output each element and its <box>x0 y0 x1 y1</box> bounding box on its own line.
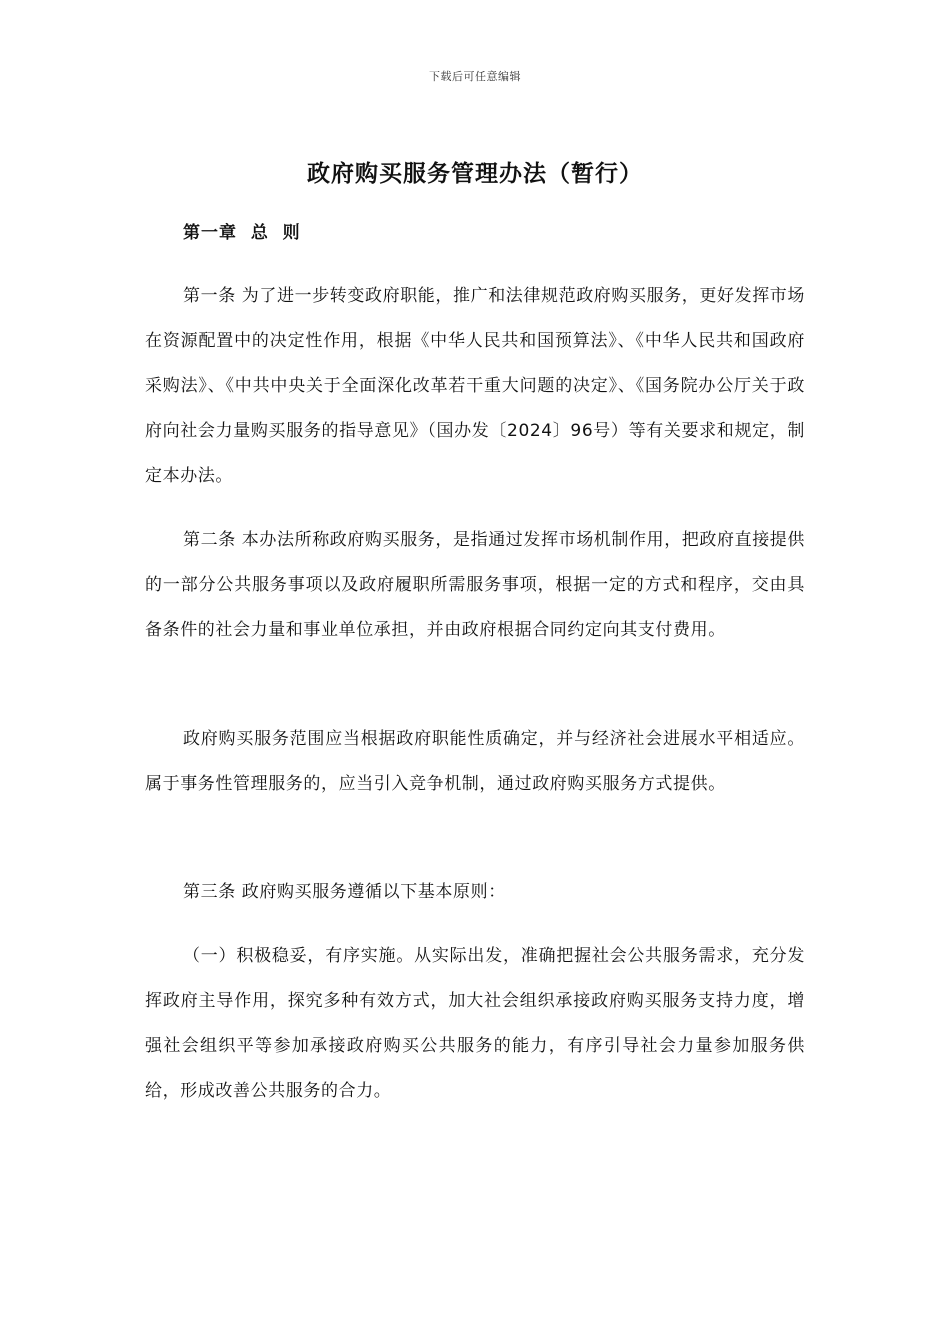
paragraph-principle-1: （一）积极稳妥，有序实施。从实际出发，准确把握社会公共服务需求，充分发挥政府主导作用，探究多种有效方式，加大社会组织承接政府购买服务支持力度，增强社会组织平等参加承接政府购买公共服务的能力，有序引导社会力量参加服务供给，形成改善公共服务的合力。 <box>145 946 805 1101</box>
header-note: 下载后可任意编辑 <box>429 70 521 83</box>
document-title: 政府购买服务管理办法（暂行） <box>307 161 643 187</box>
paragraph-article-2: 第二条 本办法所称政府购买服务，是指通过发挥市场机制作用，把政府直接提供的一部分公共服务事项以及政府履职所需服务事项，根据一定的方式和程序，交由具备条件的社会力量和事业单位承担，并由政府根据合同约定向其支付费用。 <box>145 530 806 640</box>
paragraph-article-1: 第一条 为了进一步转变政府职能，推广和法律规范政府购买服务，更好发挥市场在资源配置中的决定性作用，根据《中华人民共和国预算法》、《中华人民共和国政府采购法》、《中共中央关于全面深化改革若干重大问题的决定》、《国务院办公厅关于政府向社会力量购买服务的指导意见》（国办发〔2024〕96号）等有关要求和规定，制定本办法。 <box>145 286 806 486</box>
chapter-heading: 第一章 总 则 <box>183 223 301 243</box>
paragraph-article-3: 第三条 政府购买服务遵循以下基本原则： <box>183 882 506 902</box>
paragraph-scope: 政府购买服务范围应当根据政府职能性质确定，并与经济社会进展水平相适应。属于事务性管理服务的，应当引入竞争机制，通过政府购买服务方式提供。 <box>145 729 805 794</box>
